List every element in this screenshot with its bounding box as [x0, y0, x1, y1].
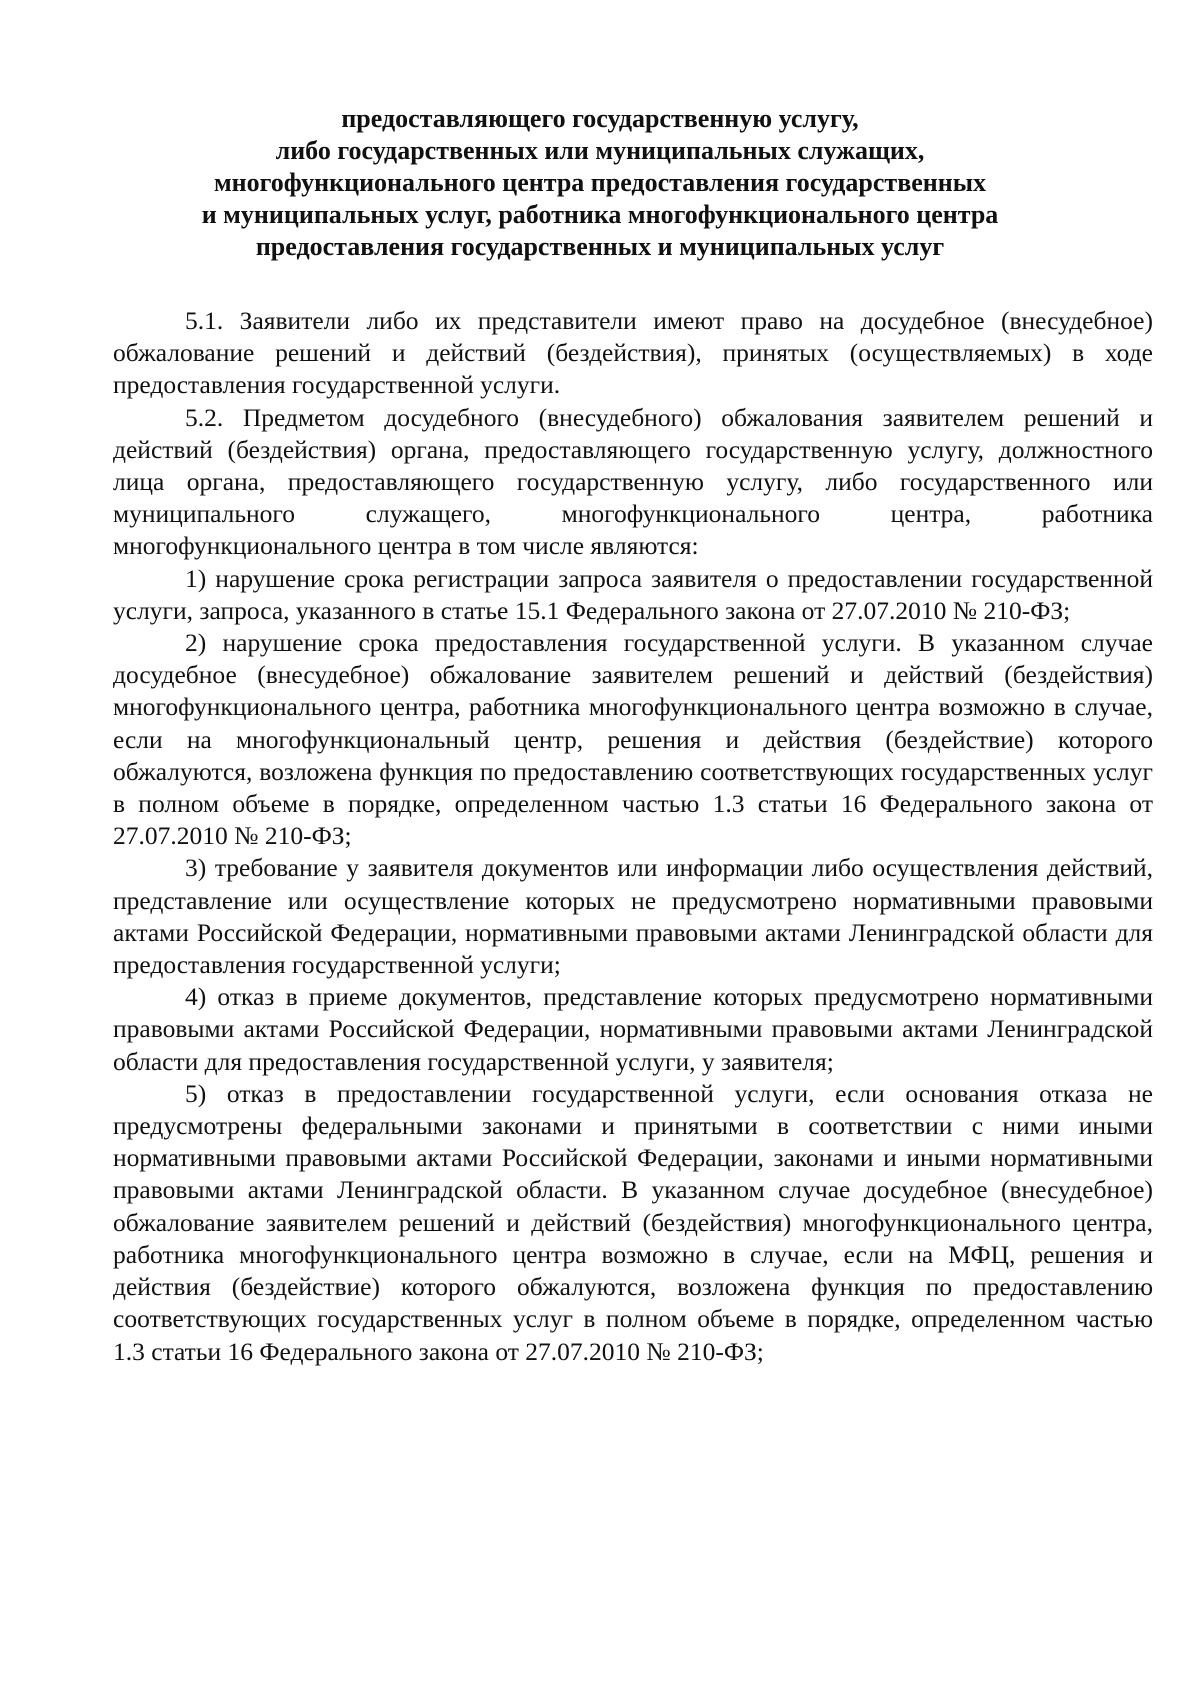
- list-item-4: 4) отказ в приеме документов, представление которых предусмотрено нормативными правовыми актами Российской Федерации, нормативными правовыми актами Ленинградской области для предоставления государственной услуги, у заявителя;: [113, 982, 1153, 1076]
- section-heading: [110, 103, 1090, 263]
- list-item-5: 5) отказ в предоставлении государственной услуги, если основания отказа не предусмотрены федеральными законами и принятыми в соответствии с ними иными нормативными правовыми актами Российской Федерации, законами и иными нормативными правовыми актами Ленинградской области. В указанном случае досудебное (внесудебное) обжалование заявителем решений и действий (бездействия) многофункционального центра, работника многофункционального центра возможно в случае, если на МФЦ, решения и действия (бездействие) которого обжалуются, возложена функция по предоставлению соответствующих государственных услуг в полном объеме в порядке, определенном частью 1.3 статьи 16 Федерального закона от 27.07.2010 № 210-ФЗ;: [113, 1078, 1153, 1366]
- list-item-1: 1) нарушение срока регистрации запроса заявителя о предоставлении государственной услуги, запроса, указанного в статье 15.1 Федерального закона от 27.07.2010 № 210-ФЗ;: [113, 563, 1153, 625]
- heading-line: либо государственных или муниципальных служащих,: [275, 136, 925, 165]
- paragraph-5-2: 5.2. Предметом досудебного (внесудебного) обжалования заявителем решений и действий (бездействия) органа, предоставляющего государственную услугу, должностного лица органа, предоставляющего государственную услугу, либо государственного или муниципального служащего, многофункционального центра, работника многофункционального центра в том числе являются:: [113, 402, 1153, 561]
- heading-line: и муниципальных услуг, работника многофункционального центра: [201, 200, 999, 229]
- document-body: [113, 305, 1153, 1368]
- heading-line: многофункционального центра предоставления государственных: [213, 168, 987, 197]
- list-item-3: 3) требование у заявителя документов или информации либо осуществления действий, представление или осуществление которых не предусмотрено нормативными правовыми актами Российской Федерации, нормативными правовыми актами Ленинградской области для предоставления государственной услуги;: [113, 853, 1153, 980]
- paragraph-5-1: 5.1. Заявители либо их представители имеют право на досудебное (внесудебное) обжалование решений и действий (бездействия), принятых (осуществляемых) в ходе предоставления государственной услуги.: [113, 306, 1153, 400]
- heading-line: предоставления государственных и муниципальных услуг: [255, 232, 945, 261]
- heading-line: предоставляющего государственную услугу,: [341, 104, 859, 133]
- list-item-2: 2) нарушение срока предоставления государственной услуги. В указанном случае досудебное (внесудебное) обжалование заявителем решений и действий (бездействия) многофункционального центра, работника многофункционального центра возможно в случае, если на многофункциональный центр, решения и действия (бездействие) которого обжалуются, возложена функция по предоставлению соответствующих государственных услуг в полном объеме в порядке, определенном частью 1.3 статьи 16 Федерального закона от 27.07.2010 № 210-ФЗ;: [113, 628, 1153, 851]
